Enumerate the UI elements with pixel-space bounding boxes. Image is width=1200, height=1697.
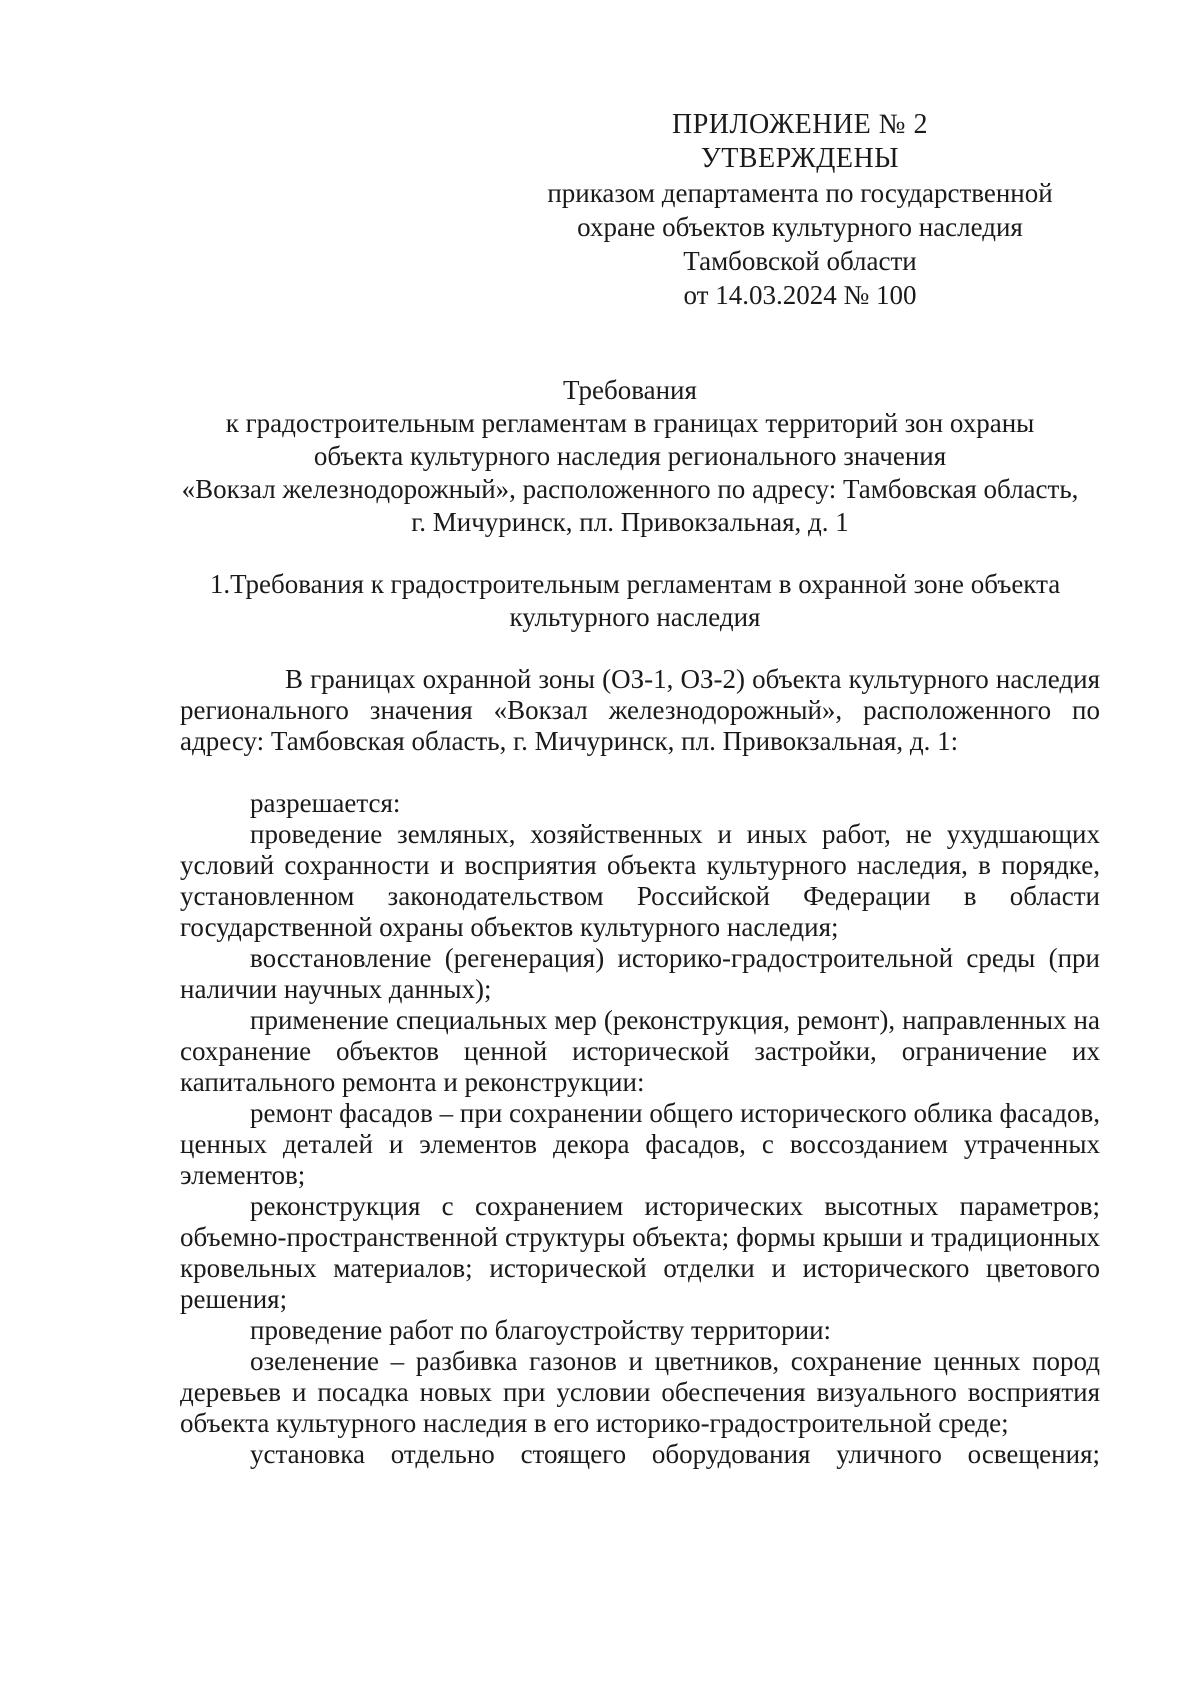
approval-date-number: от 14.03.2024 № 100 — [683, 280, 917, 310]
title-heading: Требования — [563, 375, 697, 405]
approval-order-line-2: охране объектов культурного наследия — [577, 212, 1023, 242]
paragraph-reconstruction: реконструкция с сохранением исторических высотных параметров; объемно-пространственной структуры объекта; формы крыши и традиционных кровельных материалов; исторической отделки и исторического цветового решения; — [180, 1191, 1100, 1314]
paragraph-greening: озеленение – разбивка газонов и цветников, сохранение ценных пород деревьев и посадка новых при условии обеспечения визуального восприятия объекта культурного наследия в его историко-градостроительной среде; — [180, 1346, 1100, 1438]
paragraph-landscaping-works: проведение работ по благоустройству территории: — [250, 1315, 832, 1345]
document-title — [150, 374, 1110, 539]
section-1-heading-line-1: 1.Требования к градостроительным регламентам в охранной зоне объекта — [209, 569, 1061, 599]
paragraph-regeneration: восстановление (регенерация) историко-градостроительной среды (при наличии научных данных); — [180, 943, 1100, 1004]
intro-paragraph: В границах охранной зоны (ОЗ-1, ОЗ-2) объекта культурного наследия регионального значения «Вокзал железнодорожный», расположенного по адресу: Тамбовская область, г. Мичуринск, пл. Привокзальная, д. 1: — [180, 664, 1100, 756]
allowed-label: разрешается: — [250, 788, 401, 818]
section-1-body — [180, 664, 1100, 1470]
approved-label: УТВЕРЖДЕНЫ — [700, 143, 900, 174]
appendix-number: ПРИЛОЖЕНИЕ № 2 — [672, 109, 928, 140]
title-line-3: «Вокзал железнодорожный», расположенного по адресу: Тамбовская область, — [181, 474, 1079, 504]
approval-order-line-3: Тамбовской области — [683, 246, 917, 276]
approval-stamp-block — [520, 108, 1080, 312]
title-line-2: объекта культурного наследия регионального значения — [313, 441, 947, 471]
title-line-1: к градостроительным регламентам в границах территорий зон охраны — [225, 408, 1035, 438]
section-1-heading — [170, 568, 1100, 634]
title-line-4: г. Мичуринск, пл. Привокзальная, д. 1 — [411, 507, 849, 537]
paragraph-earthworks: проведение земляных, хозяйственных и иных работ, не ухудшающих условий сохранности и восприятия объекта культурного наследия, в порядке, установленном законодательством Российской Федерации в области государственной охраны объектов культурного наследия; — [180, 819, 1100, 942]
paragraph-facade-repair: ремонт фасадов – при сохранении общего исторического облика фасадов, ценных деталей и элементов декора фасадов, с воссозданием утраченных элементов; — [180, 1098, 1100, 1190]
paragraph-street-lighting: установка отдельно стоящего оборудования уличного освещения; — [250, 1439, 1100, 1469]
section-1-heading-line-2: культурного наследия — [509, 602, 761, 632]
paragraph-special-measures: применение специальных мер (реконструкция, ремонт), направленных на сохранение объектов ценной исторической застройки, ограничение их капитального ремонта и реконструкции: — [180, 1005, 1100, 1097]
approval-order-line-1: приказом департамента по государственной — [547, 178, 1053, 208]
